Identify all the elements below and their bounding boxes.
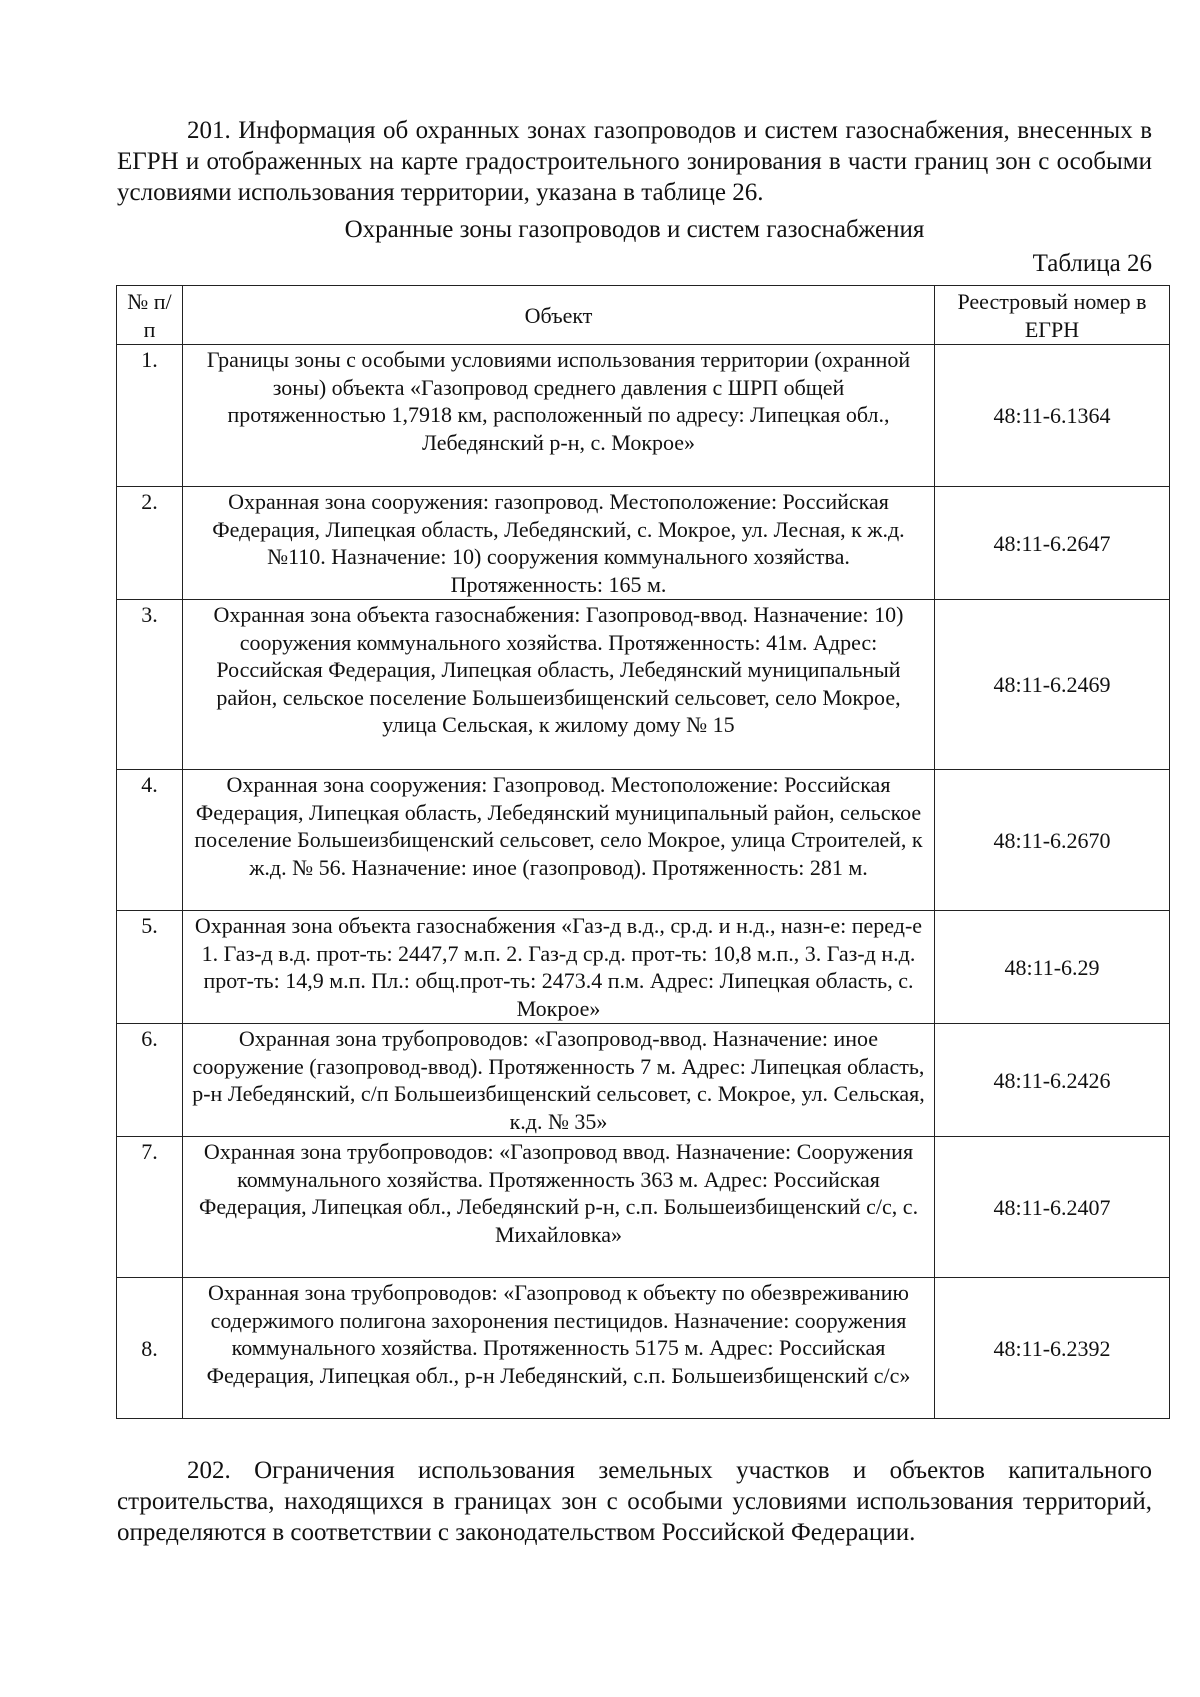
row-object: Охранная зона трубопроводов: «Газопровод к объекту по обезвреживанию содержимого полигона захоронения пестицидов. Назначение: сооружения коммунального хозяйства. Протяженность 5175 м. Адрес: Российская Федерация, Липецкая обл., р-н Лебедянский, с.п. Большеизбищенский с/с»	[183, 1278, 935, 1419]
row-registry: 48:11-6.2426	[935, 1024, 1170, 1137]
row-registry: 48:11-6.2392	[935, 1278, 1170, 1419]
table-number: Таблица 26	[1032, 250, 1152, 277]
row-object: Охранная зона сооружения: Газопровод. Местоположение: Российская Федерация, Липецкая область, Лебедянский муниципальный район, сельское поселение Большеизбищенский сельсовет, село Мокрое, улица Строителей, к ж.д. № 56. Назначение: иное (газопровод). Протяженность: 281 м.	[183, 770, 935, 911]
paragraph-202: 202. Ограничения использования земельных участков и объектов капитального строительства, находящихся в границах зон с особыми условиями использования территорий, определяются в соответствии с законодательством Российской Федерации.	[117, 1457, 1152, 1546]
row-object: Охранная зона объекта газоснабжения «Газ-д в.д., ср.д. и н.д., назн-е: перед-е 1. Газ-д в.д. прот-ть: 2447,7 м.п. 2. Газ-д ср.д. прот-ть: 10,8 м.п., 3. Газ-д н.д. прот-ть: 14,9 м.п. Пл.: общ.прот-ть: 2473.4 п.м. Адрес: Липецкая область, с. Мокрое»	[183, 911, 935, 1024]
table-row	[117, 1024, 1170, 1137]
protection-zones-table	[116, 285, 1170, 1419]
row-registry: 48:11-6.2469	[935, 600, 1170, 770]
table-row	[117, 487, 1170, 600]
table-row	[117, 345, 1170, 487]
table-row	[117, 1137, 1170, 1278]
header-num: № п/п	[117, 286, 183, 345]
row-num: 4.	[117, 770, 183, 911]
row-object: Охранная зона объекта газоснабжения: Газопровод-ввод. Назначение: 10) сооружения коммунального хозяйства. Протяженность: 41м. Адрес: Российская Федерация, Липецкая область, Лебедянский муниципальный район, сельское поселение Большеизбищенский сельсовет, село Мокрое, улица Сельская, к жилому дому № 15	[183, 600, 935, 770]
row-registry: 48:11-6.29	[935, 911, 1170, 1024]
row-registry: 48:11-6.2647	[935, 487, 1170, 600]
paragraph-201: 201. Информация об охранных зонах газопроводов и систем газоснабжения, внесенных в ЕГРН и отображенных на карте градостроительного зонирования в части границ зон с особыми условиями использования территории, указана в таблице 26.	[117, 117, 1152, 206]
row-registry: 48:11-6.2670	[935, 770, 1170, 911]
row-num: 1.	[117, 345, 183, 487]
row-num: 7.	[117, 1137, 183, 1278]
row-object: Границы зоны с особыми условиями использования территории (охранной зоны) объекта «Газопровод среднего давления с ШРП общей протяженностью 1,7918 км, расположенный по адресу: Липецкая обл., Лебедянский р-н, с. Мокрое»	[183, 345, 935, 487]
row-object: Охранная зона трубопроводов: «Газопровод-ввод. Назначение: иное сооружение (газопровод-ввод). Протяженность 7 м. Адрес: Липецкая область, р-н Лебедянский, с/п Большеизбищенский сельсовет, с. Мокрое, ул. Сельская, к.д. № 35»	[183, 1024, 935, 1137]
table-caption: Охранные зоны газопроводов и систем газоснабжения	[344, 216, 925, 243]
row-registry: 48:11-6.1364	[935, 345, 1170, 487]
row-object: Охранная зона трубопроводов: «Газопровод ввод. Назначение: Сооружения коммунального хозяйства. Протяженность 363 м. Адрес: Российская Федерация, Липецкая обл., Лебедянский р-н, с.п. Большеизбищенский с/с, с. Михайловка»	[183, 1137, 935, 1278]
header-object: Объект	[183, 286, 935, 345]
table-row	[117, 911, 1170, 1024]
header-registry: Реестровый номер в ЕГРН	[935, 286, 1170, 345]
table-row	[117, 600, 1170, 770]
row-num: 3.	[117, 600, 183, 770]
row-registry: 48:11-6.2407	[935, 1137, 1170, 1278]
row-num: 6.	[117, 1024, 183, 1137]
row-num: 5.	[117, 911, 183, 1024]
table-header-row	[117, 286, 1170, 345]
row-num: 2.	[117, 487, 183, 600]
table-row	[117, 1278, 1170, 1419]
table-row	[117, 770, 1170, 911]
row-num: 8.	[117, 1278, 183, 1419]
row-object: Охранная зона сооружения: газопровод. Местоположение: Российская Федерация, Липецкая область, Лебедянский, с. Мокрое, ул. Лесная, к ж.д. №110. Назначение: 10) сооружения коммунального хозяйства. Протяженность: 165 м.	[183, 487, 935, 600]
